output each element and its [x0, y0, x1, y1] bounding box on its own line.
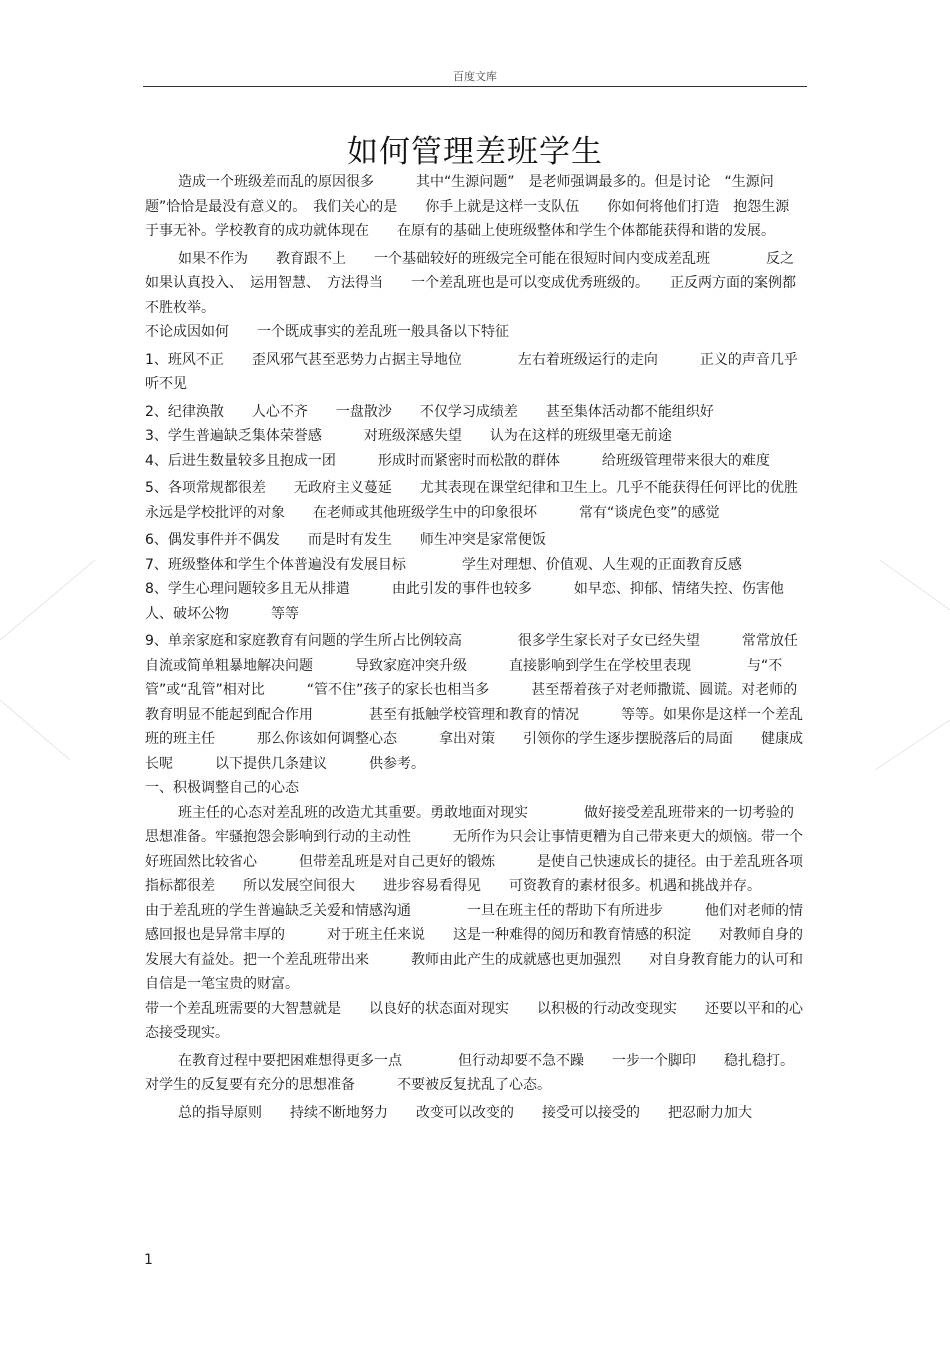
paragraph: 如果不作为 教育跟不上 一个基础较好的班级完全可能在很短时间内变成差乱班 反之 如果认真投入、 运用智慧、 方法得当 一个差乱班也是可以变成优秀班级的。 正反两方面的案例都不胜枚举。: [145, 250, 808, 316]
page-number: 1: [144, 1252, 153, 1268]
list-item: 4、后进生数量较多且抱成一团 形成时而紧密时而松散的群体 给班级管理带来很大的难度: [145, 452, 770, 469]
header-divider: [143, 86, 807, 87]
document-title: 如何管理差班学生: [347, 134, 603, 170]
list-item: 8、学生心理问题较多且无从排遣 由此引发的事件也较多 如早恋、抑郁、情绪失控、伤害他人、破坏公物 等等: [145, 581, 784, 622]
list-item: 7、班级整体和学生个体普遍没有发展目标 学生对理想、价值观、人生观的正面教育反感: [145, 556, 742, 573]
paragraph: 在教育过程中要把困难想得更多一点 但行动却要不急不躁 一步一个脚印 稳扎稳打。对学生的反复要有充分的思想准备 不要被反复扰乱了心态。: [145, 1052, 794, 1093]
paragraph: 造成一个班级差而乱的原因很多 其中“生源问题” 是老师强调最多的。但是讨论 “生源问题”恰恰是最没有意义的。 我们关心的是 你手上就是这样一支队伍 你如何将他们打造 抱怨生源 于事无补。学校教育的成功就体现在 在原有的基础上使班级整体和学生个体都能获得和谐的发展。: [145, 174, 818, 239]
list-item: 5、各项常规都很差 无政府主义蔓延 尤其表现在课堂纪律和卫生上。几乎不能获得任何评比的优胜 永远是学校批评的对象 在老师或其他班级学生中的印象很坏 常有“谈虎色变”的感觉: [145, 480, 826, 521]
list-item: 9、单亲家庭和家庭教育有问题的学生所占比例较高 很多学生家长对子女已经失望 常常放任自流或简单粗暴地解决问题 导致家庭冲突升级 直接影响到学生在学校里表现 与“不管”或“乱管”相对比 “管不住”孩子的家长也相当多 甚至帮着孩子对老师撒谎、圆谎。对老师的教育明显不能起到配合作用 甚至有抵触学校管理和教育的情况 等等。如果你是这样一个差乱班的班主任 那么你该如何调整心态 拿出对策 引领你的学生逐步摆脱落后的局面 健康成长呢 以下提供几条建议 供参考。: [145, 633, 803, 772]
section-heading: 一、积极调整自己的心态: [145, 780, 299, 796]
list-item: 6、偶发事件并不偶发 而是时有发生 师生冲突是家常便饭: [145, 532, 546, 548]
paragraph: 总的指导原则 持续不断地努力 改变可以改变的 接受可以接受的 把忍耐力加大: [178, 1104, 752, 1121]
list-item: 3、学生普遍缺乏集体荣誉感 对班级深感失望 认为在这样的班级里毫无前途: [145, 428, 672, 444]
paragraph: 带一个差乱班需要的大智慧就是 以良好的状态面对现实 以积极的行动改变现实 还要以平和的心态接受现实。: [145, 1000, 803, 1041]
list-item: 1、班风不正 歪风邪气甚至恶势力占据主导地位 左右着班级运行的走向 正义的声音几乎听不见: [145, 351, 798, 392]
paragraph: 班主任的心态对差乱班的改造尤其重要。勇敢地面对现实 做好接受差乱班带来的一切考验的思想准备。牢骚抱怨会影响到行动的主动性 无所作为只会让事情更糟为自己带来更大的烦恼。带一个好班固然比较省心 但带差乱班是对自己更好的锻炼 是使自己快速成长的捷径。由于差乱班各项指标都很差 所以发展空间很大 进步容易看得见 可资教育的素材很多。机遇和挑战并存。: [145, 804, 803, 894]
list-item: 2、纪律涣散 人心不齐 一盘散沙 不仅学习成绩差 甚至集体活动都不能组织好: [145, 403, 714, 420]
document-body: [145, 170, 826, 1125]
header-source: 百度文库: [453, 70, 497, 83]
paragraph: 不论成因如何 一个既成事实的差乱班一般具备以下特征: [145, 324, 509, 340]
paragraph: 由于差乱班的学生普遍缺乏关爱和情感沟通 一旦在班主任的帮助下有所进步 他们对老师的情感回报也是异常丰厚的 对于班主任来说 这是一种难得的阅历和教育情感的积淀 对教师自身的发展大有益处。把一个差乱班带出来 教师由此产生的成就感也更加强烈 对自身教育能力的认可和自信是一笔宝贵的财富。: [145, 902, 803, 992]
